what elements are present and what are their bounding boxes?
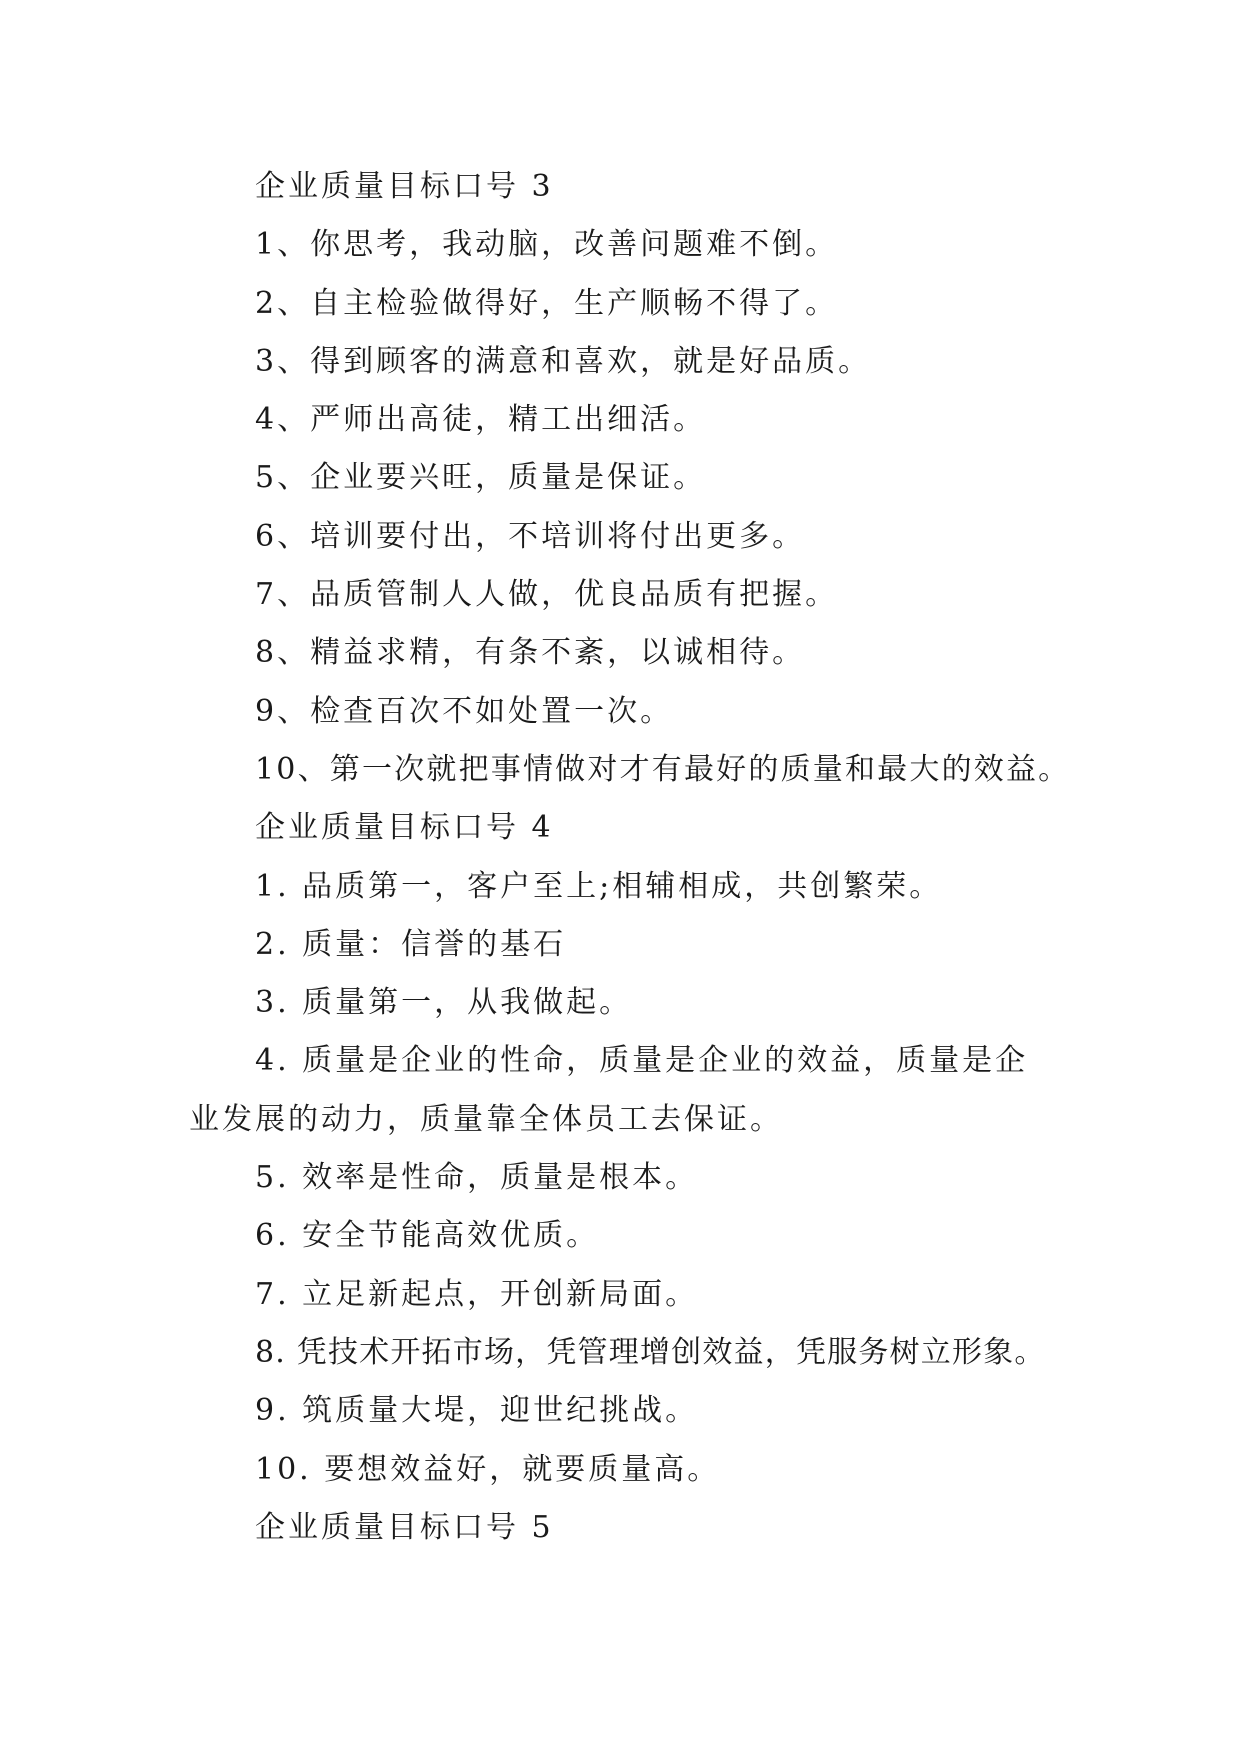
slogan-item: 1、你思考，我动脑，改善问题难不倒。 [255, 227, 839, 263]
slogan-item: 2. 质量：信誉的基石 [255, 926, 567, 962]
slogan-item: 8、精益求精，有条不紊，以诚相待。 [255, 635, 806, 671]
slogan-item: 5. 效率是性命，质量是根本。 [255, 1160, 699, 1196]
slogan-item: 6、培训要付出，不培训将付出更多。 [255, 518, 806, 554]
slogan-item: 3. 质量第一，从我做起。 [255, 985, 633, 1021]
slogan-item: 10、第一次就把事情做对才有最好的质量和最大的效益。 [255, 751, 1071, 787]
slogan-item: 9、检查百次不如处置一次。 [255, 693, 674, 729]
slogan-item: 7. 立足新起点，开创新局面。 [255, 1276, 699, 1312]
slogan-item: 1. 品质第一，客户至上;相辅相成，共创繁荣。 [255, 868, 943, 904]
slogan-item-wrapped: 4. 质量是企业的性命，质量是企业的效益，质量是企业发展的动力，质量靠全体员工去保证。 [189, 1043, 1029, 1137]
slogan-item: 10. 要想效益好，就要质量高。 [255, 1451, 721, 1487]
document-body [189, 158, 1071, 1557]
section-heading: 企业质量目标口号 4 [255, 810, 554, 846]
slogan-item: 6. 安全节能高效优质。 [255, 1218, 600, 1254]
slogan-item: 7、品质管制人人做，优良品质有把握。 [255, 577, 839, 613]
section-heading: 企业质量目标口号 3 [255, 169, 554, 204]
slogan-item: 5、企业要兴旺，质量是保证。 [255, 460, 707, 496]
slogan-item: 3、得到顾客的满意和喜欢，就是好品质。 [255, 343, 872, 379]
slogan-item: 2、自主检验做得好，生产顺畅不得了。 [255, 285, 839, 321]
slogan-item: 9. 筑质量大堤，迎世纪挑战。 [255, 1393, 699, 1429]
slogan-item: 8. 凭技术开拓市场，凭管理增创效益，凭服务树立形象。 [255, 1334, 1046, 1370]
slogan-item: 4、严师出高徒，精工出细活。 [255, 402, 707, 438]
section-heading: 企业质量目标口号 5 [255, 1509, 554, 1545]
